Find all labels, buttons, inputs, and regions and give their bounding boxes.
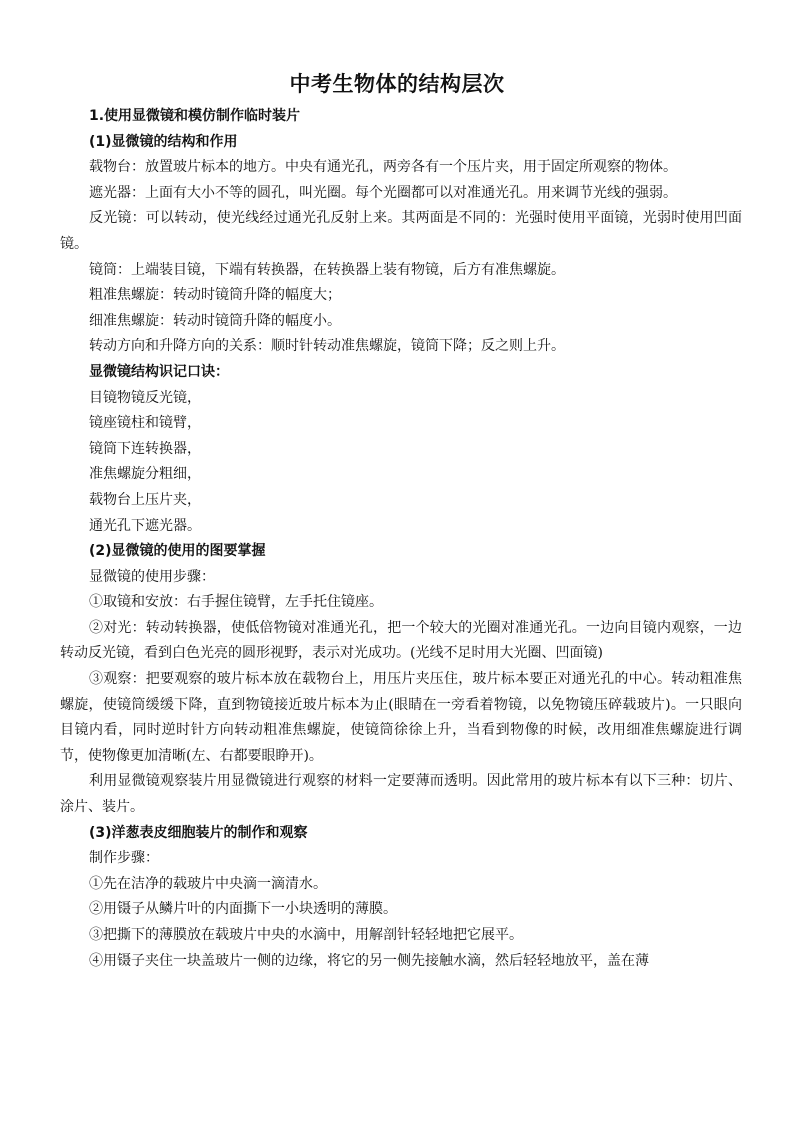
paragraph-slide-types: 利用显微镜观察装片用显微镜进行观察的材料一定要薄而透明。因此常用的玻片标本有以下三种：切片、涂片、装片。 <box>60 773 742 816</box>
mnemonic-line: 镜筒下连转换器， <box>89 440 201 457</box>
steps-label: 显微镜的使用步骤： <box>89 568 215 585</box>
paragraph-stage: 载物台：放置玻片标本的地方。中央有通光孔，两旁各有一个压片夹，用于固定所观察的物体。 <box>89 159 677 176</box>
prep-step-4: ④用镊子夹住一块盖玻片一侧的边缘，将它的另一侧先接触水滴，然后轻轻地放平，盖在薄 <box>89 952 649 969</box>
paragraph-coarse-focus: 粗准焦螺旋：转动时镜筒升降的幅度大； <box>89 287 341 304</box>
prep-step-1: ①先在洁净的载玻片中央滴一滴清水。 <box>89 875 327 892</box>
paragraph-diaphragm: 遮光器：上面有大小不等的圆孔，叫光圈。每个光圈都可以对准通光孔。用来调节光线的强弱。 <box>89 184 677 201</box>
paragraph-tube: 镜筒：上端装目镜，下端有转换器，在转换器上装有物镜，后方有准焦螺旋。 <box>89 261 565 278</box>
section-1-heading: 1.使用显微镜和模仿制作临时装片 <box>89 108 301 124</box>
paragraph-mirror: 反光镜：可以转动，使光线经过通光孔反射上来。其两面是不同的：光强时使用平面镜，光弱时使用凹面镜。 <box>60 210 742 252</box>
document-body <box>60 104 742 974</box>
mnemonic-heading: 显微镜结构识记口诀： <box>89 363 229 380</box>
prep-step-2: ②用镊子从鳞片叶的内面撕下一小块透明的薄膜。 <box>89 901 397 918</box>
page-title: 中考生物体的结构层次 <box>289 72 505 96</box>
steps-label: 制作步骤： <box>89 850 159 867</box>
prep-step-3: ③把撕下的薄膜放在载玻片中央的水滴中，用解剖针轻轻地把它展平。 <box>89 927 523 943</box>
mnemonic-line: 通光孔下遮光器。 <box>89 517 201 534</box>
mnemonic-line: 载物台上压片夹， <box>89 491 201 508</box>
step-light-alignment: ②对光：转动转换器，使低倍物镜对准通光孔，把一个较大的光圈对准通光孔。一边向目镜内观察，一边转动反光镜，看到白色光亮的圆形视野，表示对光成功。(光线不足时用大光圈、凹面镜) <box>60 619 742 662</box>
subsection-2-heading: (2)显微镜的使用的图要掌握 <box>89 543 266 560</box>
subsection-1-heading: (1)显微镜的结构和作用 <box>89 133 238 150</box>
step-take-and-place: ①取镜和安放：右手握住镜臂，左手托住镜座。 <box>89 594 383 611</box>
paragraph-fine-focus: 细准焦螺旋：转动时镜筒升降的幅度小。 <box>89 312 341 329</box>
mnemonic-line: 目镜物镜反光镜， <box>89 389 201 406</box>
step-observation: ③观察：把要观察的玻片标本放在载物台上，用压片夹压住，玻片标本要正对通光孔的中心。转动粗准焦螺旋，使镜筒缓缓下降，直到物镜接近玻片标本为止(眼睛在一旁看着物镜，以免物镜压碎载玻片)。一只眼向目镜内看，同时逆时针方向转动粗准焦螺旋，使镜筒徐徐上升，当看到物像的时候，改用细准焦螺旋进行调节，使物像更加清晰(左、右都要眼睁开)。 <box>60 671 742 764</box>
subsection-3-heading: (3)洋葱表皮细胞装片的制作和观察 <box>89 824 308 841</box>
mnemonic-line: 镜座镜柱和镜臂， <box>89 415 201 432</box>
paragraph-rotation-rule: 转动方向和升降方向的关系：顺时针转动准焦螺旋，镜筒下降；反之则上升。 <box>89 338 565 355</box>
mnemonic-line: 准焦螺旋分粗细， <box>89 466 201 483</box>
